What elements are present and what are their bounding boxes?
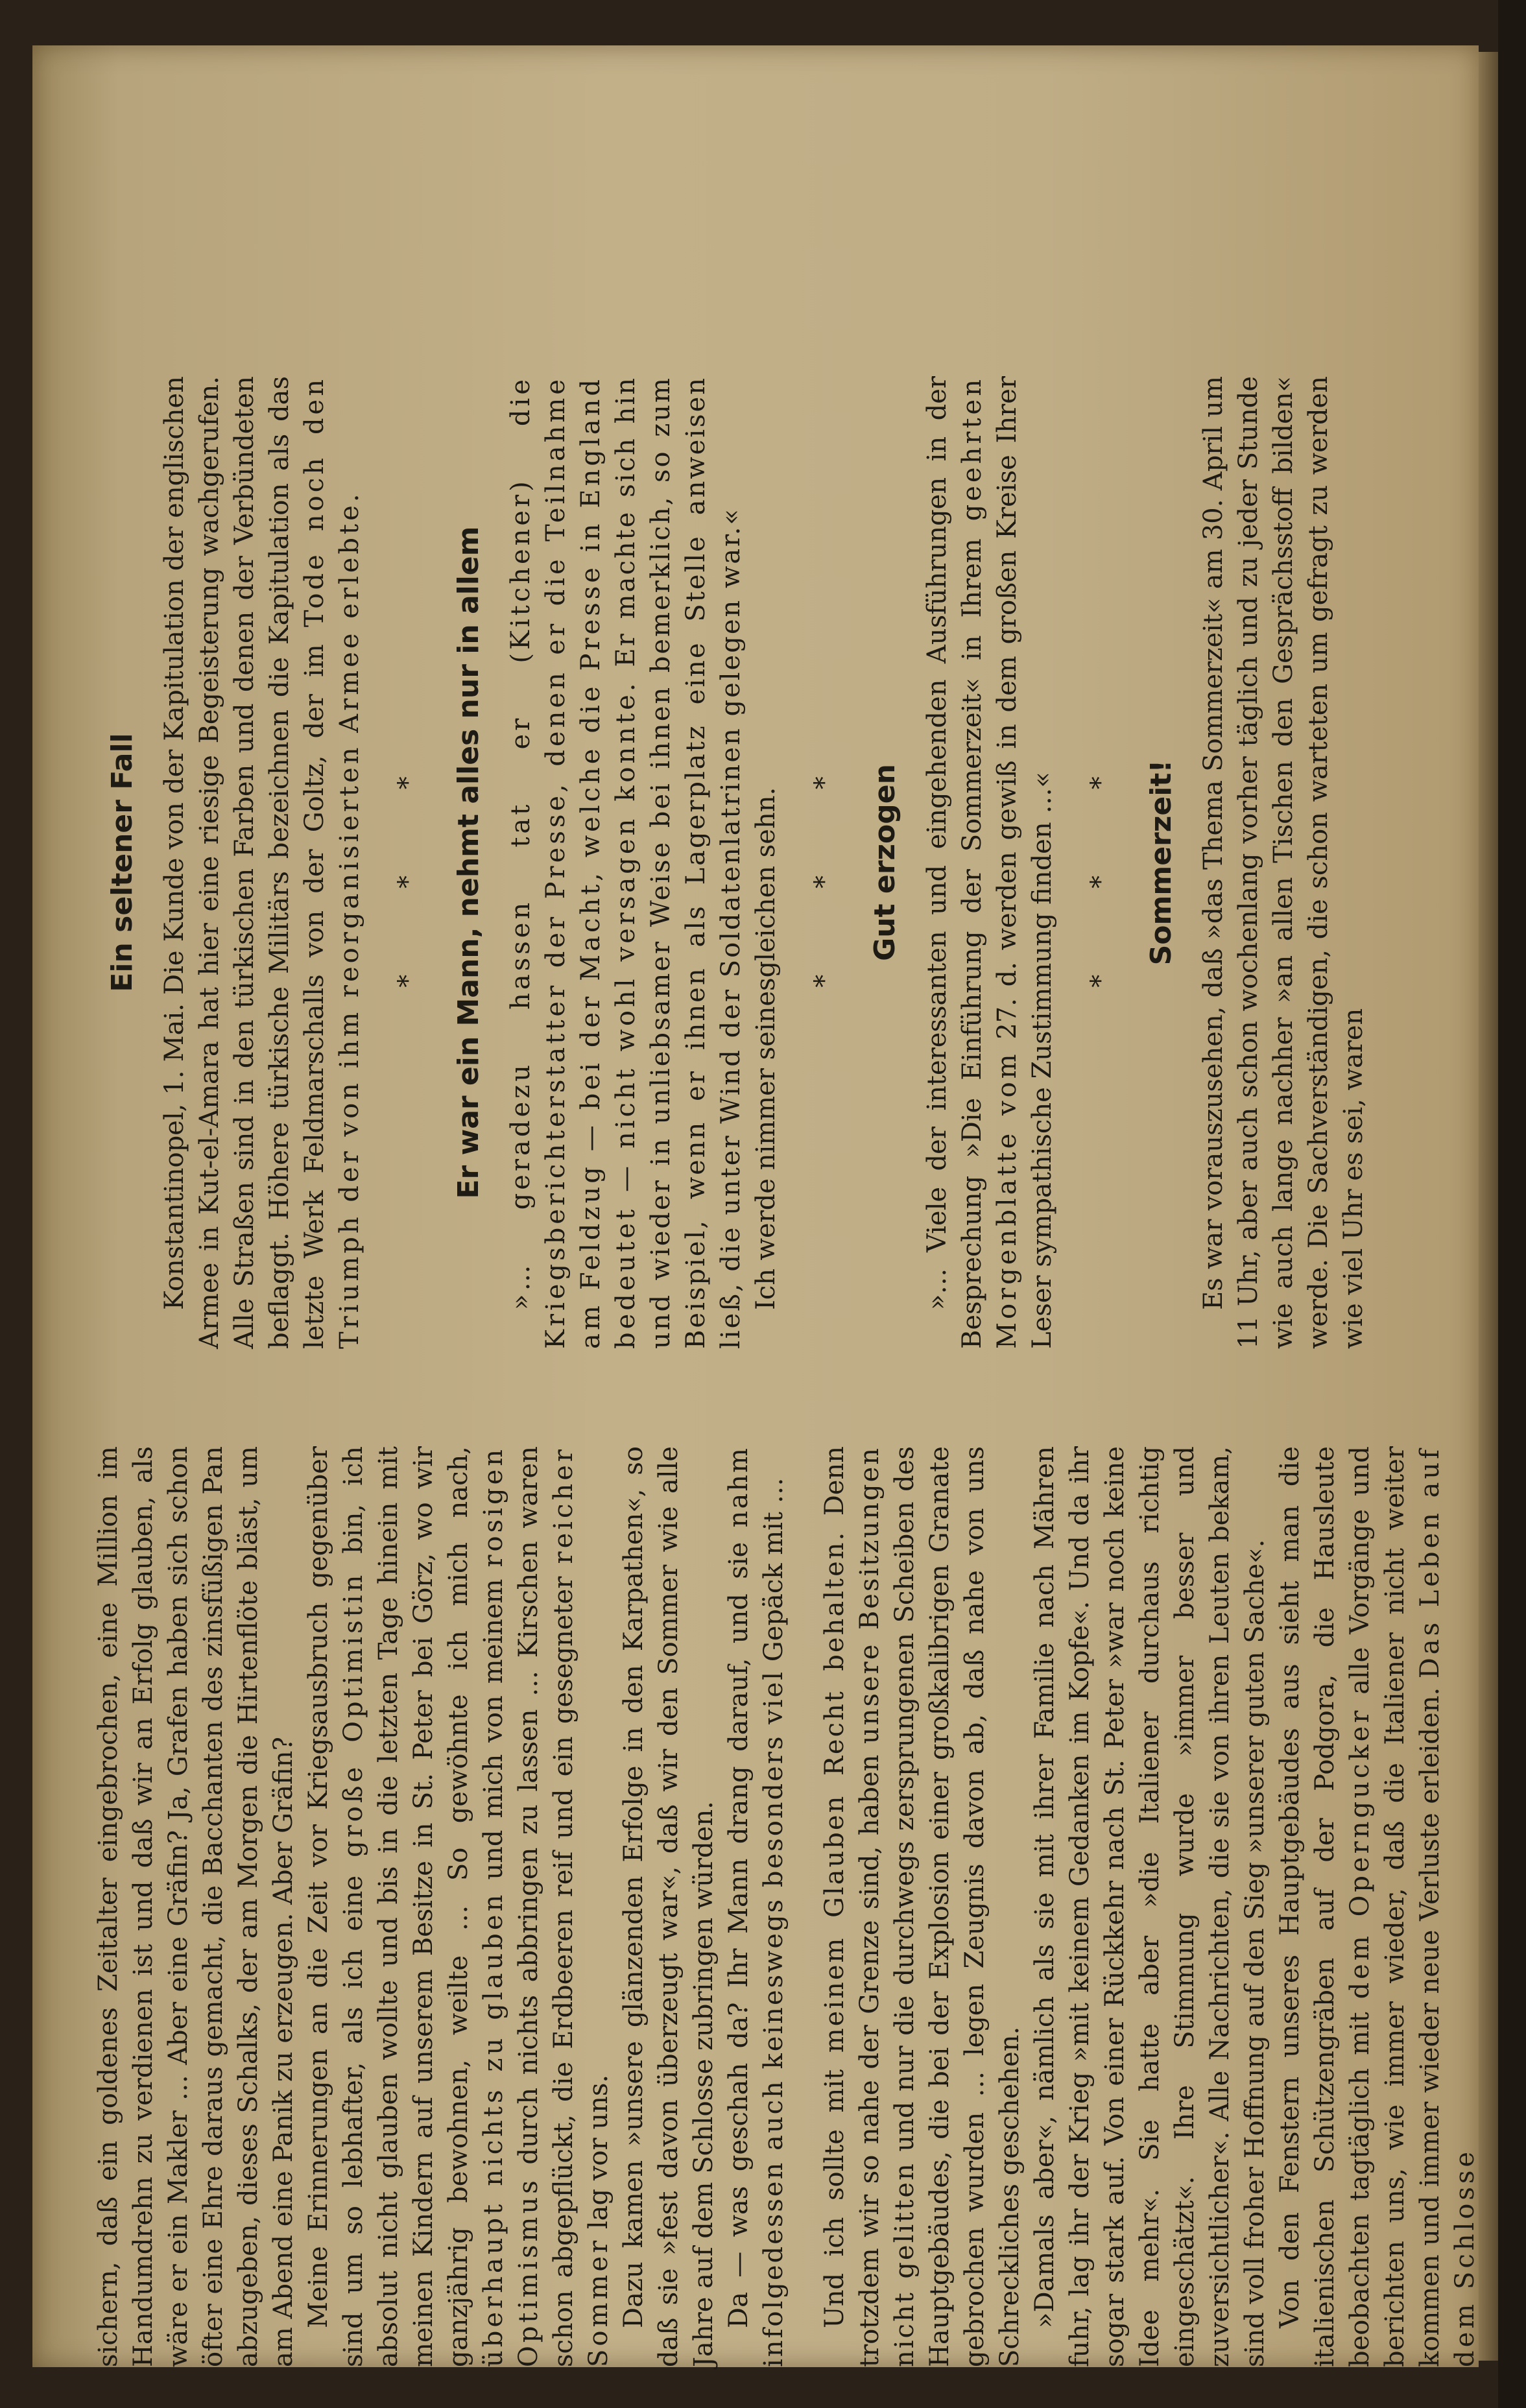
book-spine <box>1498 0 1526 2408</box>
heading-gut-erzogen: Gut erzogen <box>868 764 901 961</box>
paragraph: »… Viele der interessanten und eingehenden Ausführungen in der Besprechung »Die Einführung der Sommerzeit« in Ihrem geehrten Morgenblatte vom 27. d. werden gewiß in dem großen Kreise Ihrer Leser sympathische Zustimmung finden …« <box>922 376 1057 1349</box>
right-column <box>91 1446 1483 2367</box>
section-divider: * * * <box>393 737 423 988</box>
rotated-page-content <box>32 45 1479 2367</box>
section-divider: * * * <box>809 737 839 988</box>
heading-er-war-ein-mann: Er war ein Mann, nehmt alles nur in allem <box>452 526 485 1199</box>
section-divider: * * * <box>1086 737 1115 988</box>
heading-ein-seltener-fall: Ein seltener Fall <box>106 733 139 992</box>
paragraph: »Damals aber«, nämlich als sie mit ihrer Familie nach Mähren fuhr, lag ihr der Krieg »mit keinem Gedanken im Kopfe«. Und da ihr sogar stark auf. Von einer Rückkehr nach St. Peter »war noch keine Idee mehr«. Sie hatte aber »die Italiener durchaus richtig eingeschätzt«. Ihre Stimmung wurde »immer besser und zuversichtlicher«. Alle Nachrichten, die sie von ihren Leuten bekam, sind voll froher Hoffnung auf den Sieg »unserer guten Sache«. <box>1030 1446 1270 2367</box>
paragraph: Ich werde nimmer seinesgleichen sehn. <box>751 787 781 1310</box>
paragraph: Da — was geschah da? Ihr Mann drang darauf, und sie nahm infolgedessen auch keineswegs besonders viel Gepäck mit … <box>724 1446 789 2367</box>
left-column <box>91 376 1371 1349</box>
paragraph: Meine Erinnerungen an die Zeit vor Kriegsausbruch gegenüber sind um so lebhafter, als ich eine große Optimistin bin, ich absolut nicht glauben wollte und bis in die letzten Tage hinein mit meinen Kindern auf unserem Besitze in St. Peter bei Görz, wo wir ganzjährig bewohnen, weilte … So gewöhnte ich mich nach, überhaupt nichts zu glauben und mich von meinem rosigen Optimismus durch nichts abbringen zu lassen … Kirschen waren schon abgepflückt, die Erdbeeren reif und ein gesegneter reicher Sommer lag vor uns. <box>304 1446 614 2367</box>
heading-sommerzeit: Sommerzeit! <box>1145 759 1178 966</box>
paragraph: Konstantinopel, 1. Mai. Die Kunde von der Kapitulation der englischen Armee in Kut-el-Amara hat hier eine riesige Begeisterung wachgerufen. Alle Straßen sind in den türkischen Farben und denen der Verbündeten beflaggt. Höhere türkische Militärs bezeichnen die Kapitulation als das letzte Werk Feldmarschalls von der Goltz, der im Tode noch den Triumph der von ihm reorganisierten Armee erlebte. <box>160 376 364 1349</box>
paragraph: Und ich sollte mit meinem Glauben Recht behalten. Denn trotzdem wir so nahe der Grenze sind, haben unsere Besitzungen nicht gelitten und nur die durchwegs zersprungenen Scheiben des Hauptgebäudes, die bei der Explosion einer großkalibrigen Granate gebrochen wurden … legen Zeugnis davon ab, daß nahe von uns Schreckliches geschehen. <box>820 1446 1025 2367</box>
paragraph: sichern, daß ein goldenes Zeitalter eingebrochen, eine Million im Handumdrehn zu verdienen ist und daß wir an Erfolg glauben, als wäre er ein Makler … Aber eine Gräfin? Ja, Grafen haben sich schon öfter eine Ehre daraus gemacht, die Bacchanten des zinsfüßigen Pan abzugeben, dieses Schalks, der am Morgen die Hirtenflöte bläst, um am Abend eine Panik zu erzeugen. Aber Gräfin? <box>93 1446 298 2367</box>
paragraph: Dazu kamen »unsere glänzenden Erfolge in den Karpathen«, so daß sie »fest davon überzeugt war«, daß wir den Sommer wie alle Jahre auf dem Schlosse zubringen würden. <box>619 1446 719 2367</box>
paragraph: »… geradezu hassen tat er (Kitchener) die Kriegsberichterstatter der Presse, denen er die Teilnahme am Feldzug — bei der Macht, welche die Presse in England bedeutet — nicht wohl versagen konnte. Er machte sich hin und wieder in unliebsamer Weise bei ihnen bemerklich, so zum Beispiel, wenn er ihnen als Lagerplatz eine Stelle anweisen ließ, die unter Wind der Soldatenlatrinen gelegen war.« <box>506 376 746 1349</box>
paragraph: Es war vorauszusehen, daß »das Thema Sommerzeit« am 30. April um 11 Uhr, aber auch schon wochenlang vorher täglich und zu jeder Stunde wie auch lange nachher »an allen Tischen den Gesprächsstoff bilden« werde. Die Sachverständigen, die schon warteten um gefragt zu werden wie viel Uhr es sei, waren <box>1198 376 1368 1349</box>
paragraph: Von den Fenstern unseres Hauptgebäudes aus sieht man die italienischen Schützengräben auf der Podgora, die Hausleute beobachten tagtäglich mit dem Operngucker alle Vorgänge und berichten uns, wie immer wieder, daß die Italiener nicht weiter kommen und immer wieder neue Verluste erleiden. Das Leben auf dem Schlosse <box>1275 1446 1480 2367</box>
